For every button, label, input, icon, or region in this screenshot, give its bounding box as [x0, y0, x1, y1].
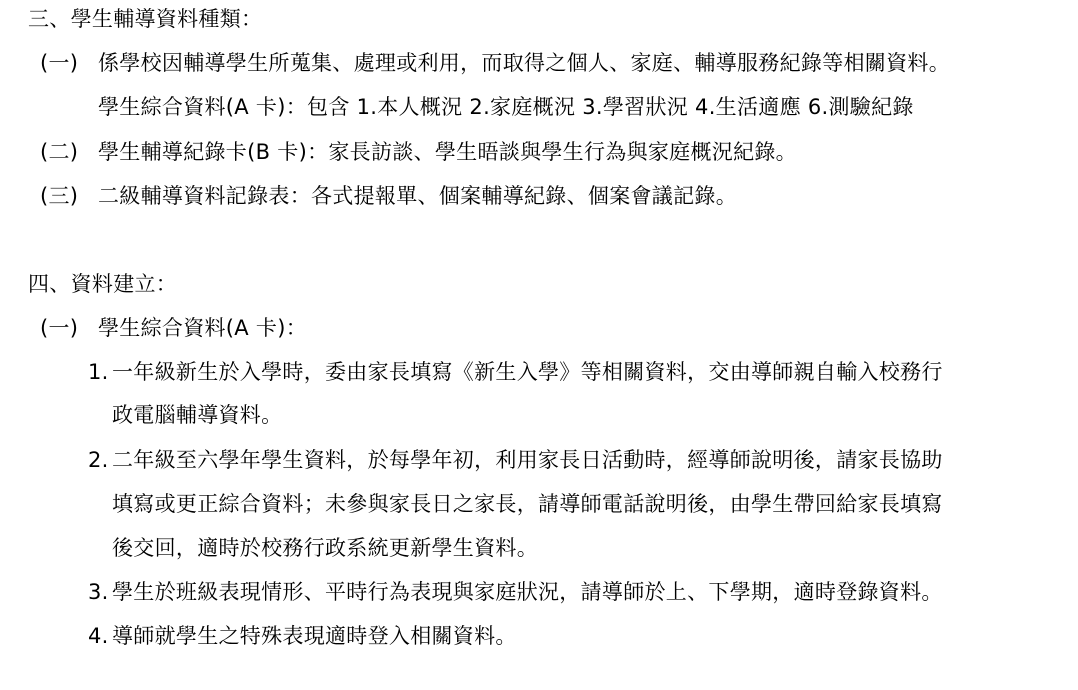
list-item-text: 政電腦輔導資料。 — [112, 403, 283, 427]
section-3-item-2-marker: (二) — [40, 140, 79, 164]
section-3-item-1-text-continued: 學生綜合資料(A 卡)：包含 1.本人概況 2.家庭概況 3.學習狀況 4.生活適應 6.測驗紀錄 — [98, 95, 914, 119]
section-3-heading: 三、學生輔導資料種類： — [28, 7, 263, 31]
list-item-text: 學生於班級表現情形、平時行為表現與家庭狀況，請導師於上、下學期，適時登錄資料。 — [112, 580, 943, 604]
section-4-heading: 四、資料建立： — [28, 272, 178, 296]
list-item-number: 1. — [88, 360, 109, 384]
section-3-item-1-text: 係學校因輔導學生所蒐集、處理或利用，而取得之個人、家庭、輔導服務紀錄等相關資料。 — [98, 51, 950, 75]
section-3-item-1-marker: (一) — [40, 51, 79, 75]
section-3-item-2-text: 學生輔導紀錄卡(B 卡)：家長訪談、學生晤談與學生行為與家庭概況紀錄。 — [98, 140, 797, 164]
section-4-sub-title: 學生綜合資料(A 卡)： — [98, 316, 308, 340]
list-item-text: 一年級新生於入學時，委由家長填寫《新生入學》等相關資料，交由導師親自輸入校務行 — [112, 360, 943, 384]
list-item-number: 4. — [88, 624, 109, 648]
list-item-text: 導師就學生之特殊表現適時登入相關資料。 — [112, 624, 517, 648]
list-item-text: 填寫或更正綜合資料；未參與家長日之家長，請導師電話說明後，由學生帶回給家長填寫 — [112, 492, 943, 516]
list-item-text: 後交回，適時於校務行政系統更新學生資料。 — [112, 536, 538, 560]
section-4-sub-marker: (一) — [40, 316, 79, 340]
section-3-item-3-marker: (三) — [40, 184, 79, 208]
list-item-number: 3. — [88, 580, 109, 604]
section-3-item-3-text: 二級輔導資料記錄表：各式提報單、個案輔導紀錄、個案會議記錄。 — [98, 184, 737, 208]
list-item-text: 二年級至六學年學生資料，於每學年初，利用家長日活動時，經導師說明後，請家長協助 — [112, 448, 943, 472]
list-item-number: 2. — [88, 448, 109, 472]
